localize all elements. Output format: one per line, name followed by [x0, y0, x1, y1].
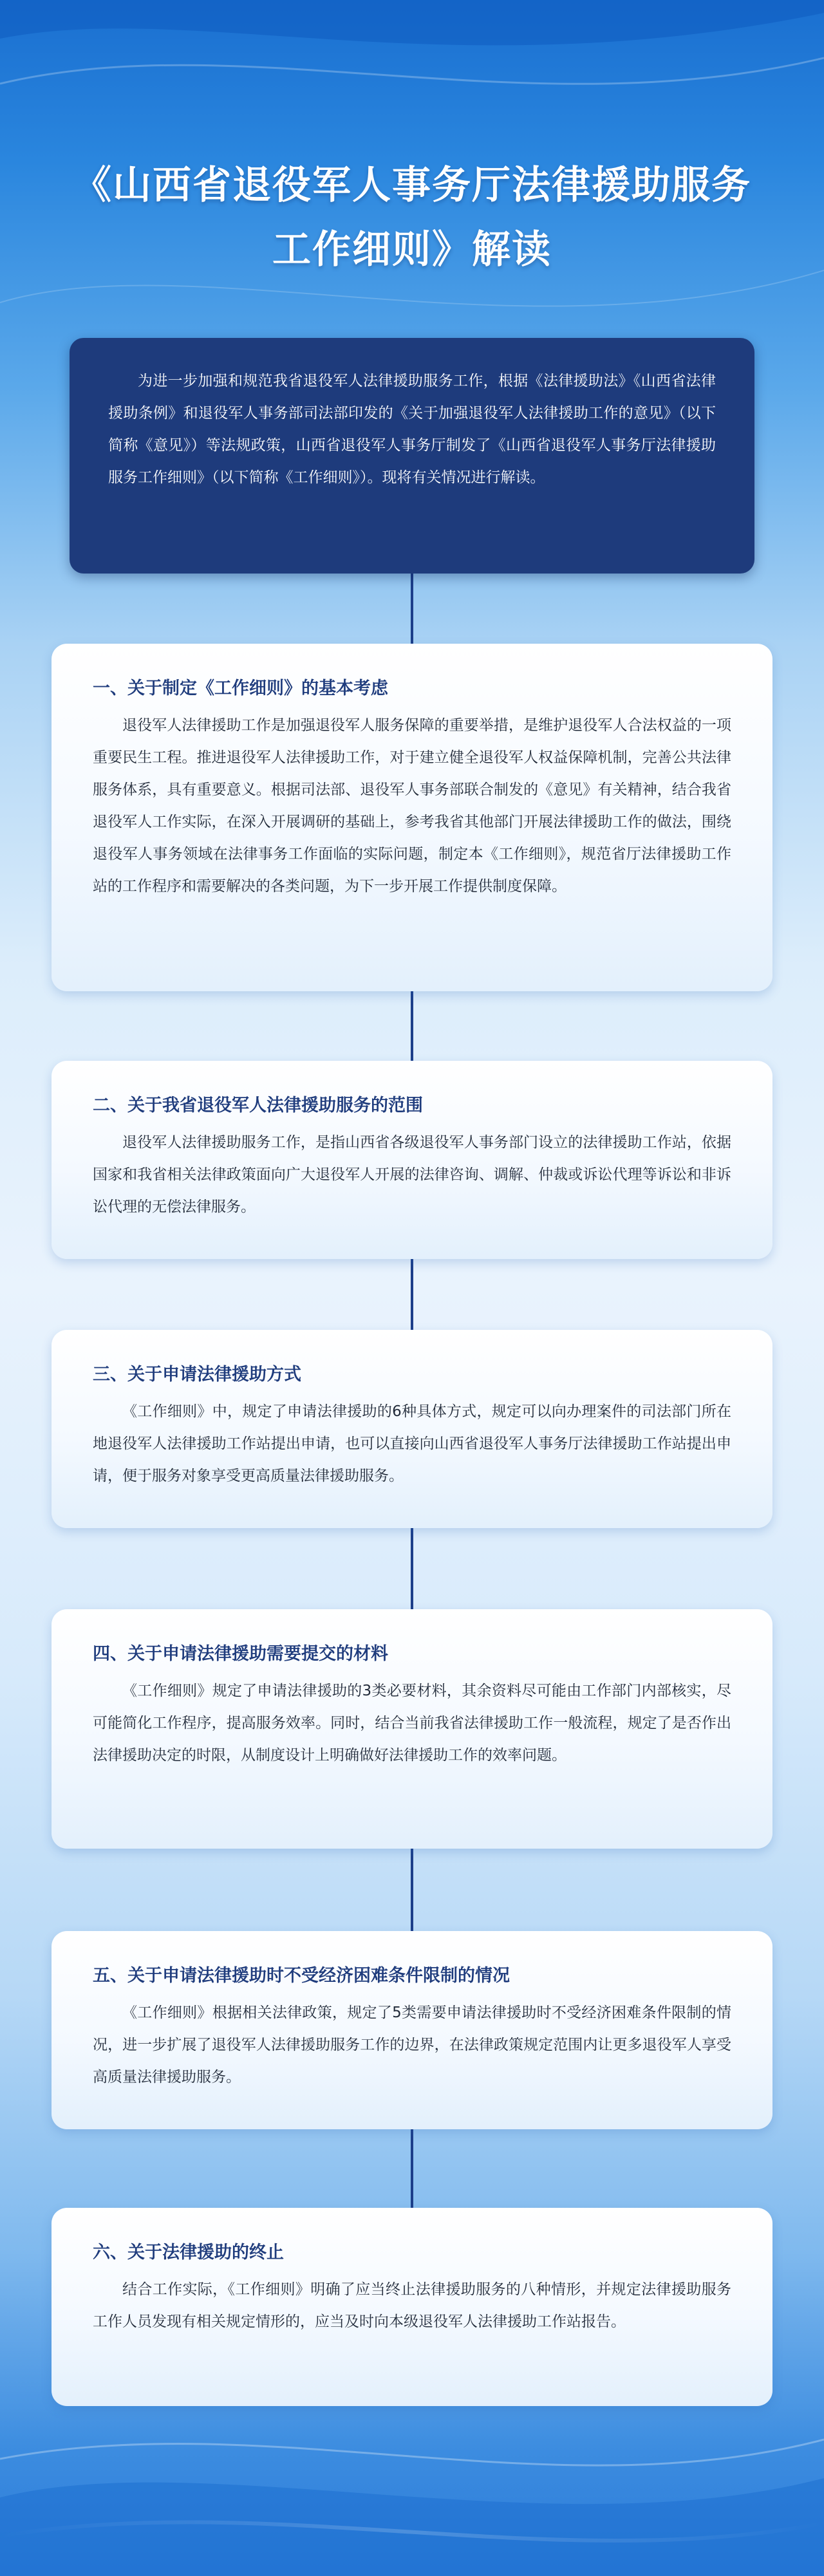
section-body: 《工作细则》中，规定了申请法律援助的6种具体方式，规定可以向办理案件的司法部门所在地退役军人法律援助工作站提出申请，也可以直接向山西省退役军人事务厅法律援助工作站提出申请，便于服务对象享受更高质量法律援助服务。 — [93, 1403, 731, 1484]
section-body: 《工作细则》根据相关法律政策，规定了5类需要申请法律援助时不受经济困难条件限制的情况，进一步扩展了退役军人法律援助服务工作的边界，在法律政策规定范围内让更多退役军人享受高质量法律援助服务。 — [93, 2004, 731, 2086]
page-title-line-2: 工作细则》解读 — [272, 227, 552, 272]
section-heading: 四、关于申请法律援助需要提交的材料 — [93, 1644, 388, 1664]
section-body: 退役军人法律援助工作是加强退役军人服务保障的重要举措，是维护退役军人合法权益的一项重要民生工程。推进退役军人法律援助工作，对于建立健全退役军人权益保障机制，完善公共法律服务体系，具有重要意义。根据司法部、退役军人事务部联合制发的《意见》有关精神，结合我省退役军人工作实际，在深入开展调研的基础上，参考我省其他部门开展法律援助工作的做法，围绕退役军人事务领域在法律事务工作面临的实际问题，制定本《工作细则》，规范省厅法律援助工作站的工作程序和需要解决的各类问题，为下一步开展工作提供制度保障。 — [93, 717, 731, 895]
intro-text: 为进一步加强和规范我省退役军人法律援助服务工作，根据《法律援助法》《山西省法律援助条例》和退役军人事务部司法部印发的《关于加强退役军人法律援助工作的意见》（以下简称《意见》）等法规政策，山西省退役军人事务厅制发了《山西省退役军人事务厅法律援助服务工作细则》（以下简称《工作细则》）。现将有关情况进行解读。 — [108, 373, 716, 486]
section-heading: 六、关于法律援助的终止 — [93, 2243, 284, 2263]
section-card-3 — [52, 1330, 772, 1528]
section-card-5 — [52, 1931, 772, 2129]
section-card-4 — [52, 1609, 772, 1849]
intro-box — [70, 338, 754, 574]
section-heading: 一、关于制定《工作细则》的基本考虑 — [93, 678, 388, 698]
section-card-1 — [52, 644, 772, 991]
section-body: 退役军人法律援助服务工作，是指山西省各级退役军人事务部门设立的法律援助工作站，依据国家和我省相关法律政策面向广大退役军人开展的法律咨询、调解、仲裁或诉讼代理等诉讼和非诉讼代理的无偿法律服务。 — [93, 1134, 731, 1215]
section-heading: 三、关于申请法律援助方式 — [93, 1365, 301, 1385]
section-body: 《工作细则》规定了申请法律援助的3类必要材料，其余资料尽可能由工作部门内部核实，尽可能简化工作程序，提高服务效率。同时，结合当前我省法律援助工作一般流程，规定了是否作出法律援助决定的时限，从制度设计上明确做好法律援助工作的效率问题。 — [93, 1683, 731, 1764]
section-heading: 五、关于申请法律援助时不受经济困难条件限制的情况 — [93, 1966, 510, 1986]
page-title-line-1: 《山西省退役军人事务厅法律援助服务 — [73, 163, 751, 208]
section-body: 结合工作实际，《工作细则》明确了应当终止法律援助服务的八种情形，并规定法律援助服务工作人员发现有相关规定情形的，应当及时向本级退役军人法律援助工作站报告。 — [93, 2281, 731, 2330]
section-card-6 — [52, 2208, 772, 2406]
section-heading: 二、关于我省退役军人法律援助服务的范围 — [93, 1096, 423, 1115]
section-card-2 — [52, 1061, 772, 1259]
